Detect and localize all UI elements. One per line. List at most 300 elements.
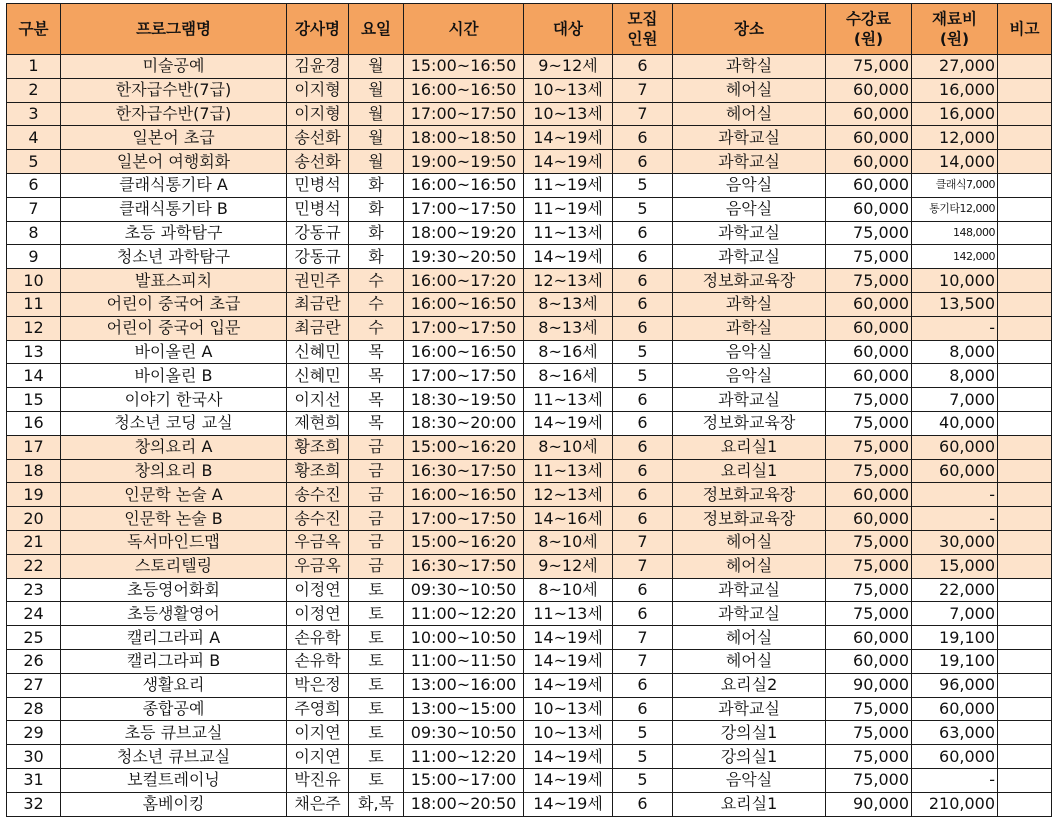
cell-note	[998, 245, 1052, 269]
cell-material: 8,000	[912, 340, 998, 364]
cell-capacity: 5	[613, 197, 673, 221]
cell-program: 클래식통기타 A	[61, 173, 287, 197]
cell-no: 9	[7, 245, 61, 269]
cell-fee: 75,000	[826, 435, 912, 459]
cell-material: -	[912, 483, 998, 507]
cell-instructor: 강동규	[287, 245, 349, 269]
cell-time: 17:00~17:50	[404, 316, 524, 340]
cell-fee: 60,000	[826, 364, 912, 388]
cell-program: 한자급수반(7급)	[61, 102, 287, 126]
cell-material: 클래식7,000	[912, 173, 998, 197]
cell-capacity: 6	[613, 792, 673, 816]
cell-material: 통기타12,000	[912, 197, 998, 221]
cell-place: 음악실	[673, 768, 826, 792]
table-row	[7, 292, 1052, 316]
cell-time: 16:00~16:50	[404, 292, 524, 316]
cell-target: 11~13세	[524, 602, 613, 626]
table-row	[7, 221, 1052, 245]
cell-instructor: 신혜민	[287, 364, 349, 388]
cell-no: 8	[7, 221, 61, 245]
table-row	[7, 578, 1052, 602]
cell-place: 정보화교육장	[673, 269, 826, 293]
cell-day: 목	[349, 411, 404, 435]
cell-target: 14~19세	[524, 626, 613, 650]
cell-fee: 60,000	[826, 126, 912, 150]
cell-program: 어린이 중국어 초급	[61, 292, 287, 316]
cell-time: 09:30~10:50	[404, 578, 524, 602]
cell-place: 헤어실	[673, 530, 826, 554]
cell-target: 8~13세	[524, 316, 613, 340]
cell-time: 13:00~15:00	[404, 697, 524, 721]
cell-place: 음악실	[673, 197, 826, 221]
table-row	[7, 745, 1052, 769]
cell-time: 16:00~16:50	[404, 78, 524, 102]
cell-place: 과학교실	[673, 602, 826, 626]
cell-instructor: 신혜민	[287, 340, 349, 364]
cell-time: 16:30~17:50	[404, 459, 524, 483]
header-instructor: 강사명	[287, 4, 349, 55]
cell-material: 13,500	[912, 292, 998, 316]
header-program: 프로그램명	[61, 4, 287, 55]
cell-fee: 75,000	[826, 269, 912, 293]
cell-place: 과학실	[673, 292, 826, 316]
cell-day: 수	[349, 269, 404, 293]
table-row	[7, 507, 1052, 531]
cell-material: 19,100	[912, 649, 998, 673]
cell-instructor: 권민주	[287, 269, 349, 293]
cell-place: 요리실1	[673, 435, 826, 459]
cell-material: 22,000	[912, 578, 998, 602]
cell-day: 토	[349, 745, 404, 769]
cell-target: 11~13세	[524, 221, 613, 245]
cell-no: 17	[7, 435, 61, 459]
cell-day: 월	[349, 55, 404, 79]
cell-no: 30	[7, 745, 61, 769]
cell-time: 18:30~19:50	[404, 388, 524, 412]
cell-instructor: 황조희	[287, 459, 349, 483]
cell-fee: 60,000	[826, 649, 912, 673]
cell-target: 9~12세	[524, 55, 613, 79]
cell-material: 8,000	[912, 364, 998, 388]
cell-place: 과학실	[673, 316, 826, 340]
cell-target: 9~12세	[524, 554, 613, 578]
cell-time: 18:00~19:20	[404, 221, 524, 245]
table-row	[7, 483, 1052, 507]
cell-target: 8~16세	[524, 364, 613, 388]
cell-no: 20	[7, 507, 61, 531]
cell-no: 14	[7, 364, 61, 388]
cell-note	[998, 768, 1052, 792]
table-row	[7, 435, 1052, 459]
table-row	[7, 245, 1052, 269]
cell-day: 토	[349, 673, 404, 697]
cell-no: 4	[7, 126, 61, 150]
cell-day: 금	[349, 554, 404, 578]
cell-day: 화,목	[349, 792, 404, 816]
cell-no: 10	[7, 269, 61, 293]
cell-time: 18:00~18:50	[404, 126, 524, 150]
cell-day: 금	[349, 435, 404, 459]
cell-place: 과학교실	[673, 245, 826, 269]
cell-program: 창의요리 B	[61, 459, 287, 483]
cell-fee: 75,000	[826, 459, 912, 483]
cell-fee: 75,000	[826, 221, 912, 245]
cell-place: 과학교실	[673, 578, 826, 602]
cell-material: 15,000	[912, 554, 998, 578]
cell-day: 토	[349, 578, 404, 602]
header-material	[912, 4, 998, 55]
cell-note	[998, 459, 1052, 483]
cell-day: 수	[349, 316, 404, 340]
cell-material: 27,000	[912, 55, 998, 79]
cell-capacity: 5	[613, 745, 673, 769]
cell-time: 17:00~17:50	[404, 507, 524, 531]
cell-note	[998, 150, 1052, 174]
cell-material: 148,000	[912, 221, 998, 245]
cell-instructor: 최금란	[287, 316, 349, 340]
cell-note	[998, 221, 1052, 245]
cell-no: 13	[7, 340, 61, 364]
cell-fee: 60,000	[826, 507, 912, 531]
cell-day: 금	[349, 483, 404, 507]
cell-instructor: 우금옥	[287, 554, 349, 578]
cell-capacity: 7	[613, 649, 673, 673]
cell-place: 과학실	[673, 55, 826, 79]
cell-material: 19,100	[912, 626, 998, 650]
cell-capacity: 5	[613, 364, 673, 388]
cell-instructor: 송수진	[287, 483, 349, 507]
header-capacity-line2: 인원	[627, 30, 658, 48]
cell-fee: 75,000	[826, 245, 912, 269]
cell-time: 16:00~16:50	[404, 483, 524, 507]
cell-note	[998, 55, 1052, 79]
cell-place: 음악실	[673, 340, 826, 364]
cell-time: 15:00~17:00	[404, 768, 524, 792]
cell-target: 14~16세	[524, 507, 613, 531]
header-fee	[826, 4, 912, 55]
cell-capacity: 6	[613, 459, 673, 483]
cell-day: 화	[349, 245, 404, 269]
cell-no: 15	[7, 388, 61, 412]
cell-note	[998, 126, 1052, 150]
cell-capacity: 6	[613, 221, 673, 245]
cell-time: 13:00~16:00	[404, 673, 524, 697]
cell-day: 토	[349, 602, 404, 626]
table-row	[7, 197, 1052, 221]
cell-place: 강의실1	[673, 745, 826, 769]
cell-fee: 75,000	[826, 530, 912, 554]
cell-place: 정보화교육장	[673, 411, 826, 435]
cell-place: 정보화교육장	[673, 483, 826, 507]
program-table-container	[6, 3, 1052, 817]
cell-no: 29	[7, 721, 61, 745]
cell-day: 토	[349, 768, 404, 792]
cell-note	[998, 483, 1052, 507]
table-row	[7, 530, 1052, 554]
header-material-line2: (원)	[939, 30, 970, 48]
cell-time: 17:00~17:50	[404, 364, 524, 388]
cell-no: 26	[7, 649, 61, 673]
cell-no: 28	[7, 697, 61, 721]
table-row	[7, 649, 1052, 673]
cell-program: 청소년 코딩 교실	[61, 411, 287, 435]
table-row	[7, 173, 1052, 197]
cell-capacity: 7	[613, 530, 673, 554]
cell-instructor: 이지형	[287, 102, 349, 126]
cell-fee: 75,000	[826, 721, 912, 745]
cell-day: 목	[349, 340, 404, 364]
cell-program: 종합공예	[61, 697, 287, 721]
cell-note	[998, 578, 1052, 602]
cell-material: 40,000	[912, 411, 998, 435]
table-row	[7, 126, 1052, 150]
cell-fee: 90,000	[826, 792, 912, 816]
cell-place: 요리실1	[673, 792, 826, 816]
cell-material: 60,000	[912, 459, 998, 483]
cell-no: 23	[7, 578, 61, 602]
cell-target: 8~10세	[524, 435, 613, 459]
cell-capacity: 6	[613, 126, 673, 150]
cell-capacity: 6	[613, 483, 673, 507]
cell-no: 11	[7, 292, 61, 316]
cell-note	[998, 649, 1052, 673]
cell-time: 19:30~20:50	[404, 245, 524, 269]
cell-day: 토	[349, 721, 404, 745]
cell-capacity: 6	[613, 578, 673, 602]
cell-fee: 75,000	[826, 697, 912, 721]
cell-program: 인문학 논술 B	[61, 507, 287, 531]
cell-day: 월	[349, 126, 404, 150]
header-no: 구분	[7, 4, 61, 55]
cell-fee: 75,000	[826, 578, 912, 602]
cell-note	[998, 745, 1052, 769]
cell-day: 월	[349, 102, 404, 126]
cell-place: 음악실	[673, 364, 826, 388]
cell-note	[998, 78, 1052, 102]
cell-no: 5	[7, 150, 61, 174]
cell-no: 2	[7, 78, 61, 102]
cell-note	[998, 435, 1052, 459]
cell-capacity: 6	[613, 269, 673, 293]
cell-note	[998, 411, 1052, 435]
cell-place: 과학교실	[673, 697, 826, 721]
cell-instructor: 박은정	[287, 673, 349, 697]
cell-instructor: 송선화	[287, 150, 349, 174]
cell-time: 18:00~20:50	[404, 792, 524, 816]
cell-no: 16	[7, 411, 61, 435]
cell-day: 목	[349, 364, 404, 388]
cell-target: 11~13세	[524, 388, 613, 412]
cell-no: 24	[7, 602, 61, 626]
cell-day: 수	[349, 292, 404, 316]
cell-target: 10~13세	[524, 721, 613, 745]
table-row	[7, 721, 1052, 745]
cell-time: 16:00~16:50	[404, 173, 524, 197]
cell-capacity: 6	[613, 673, 673, 697]
cell-program: 청소년 과학탐구	[61, 245, 287, 269]
cell-time: 17:00~17:50	[404, 197, 524, 221]
cell-instructor: 송수진	[287, 507, 349, 531]
cell-material: 60,000	[912, 435, 998, 459]
cell-fee: 75,000	[826, 554, 912, 578]
cell-fee: 60,000	[826, 340, 912, 364]
cell-target: 10~13세	[524, 78, 613, 102]
cell-material: 14,000	[912, 150, 998, 174]
cell-program: 캘리그라피 A	[61, 626, 287, 650]
cell-time: 16:00~17:20	[404, 269, 524, 293]
cell-target: 12~13세	[524, 269, 613, 293]
table-row	[7, 626, 1052, 650]
cell-program: 한자급수반(7급)	[61, 78, 287, 102]
cell-program: 이야기 한국사	[61, 388, 287, 412]
cell-instructor: 이정연	[287, 602, 349, 626]
cell-fee: 60,000	[826, 197, 912, 221]
cell-material: 16,000	[912, 78, 998, 102]
cell-program: 보컬트레이닝	[61, 768, 287, 792]
cell-no: 7	[7, 197, 61, 221]
cell-target: 11~19세	[524, 197, 613, 221]
cell-note	[998, 102, 1052, 126]
cell-capacity: 6	[613, 55, 673, 79]
cell-fee: 75,000	[826, 745, 912, 769]
header-place: 장소	[673, 4, 826, 55]
cell-time: 15:00~16:50	[404, 55, 524, 79]
cell-instructor: 최금란	[287, 292, 349, 316]
cell-program: 창의요리 A	[61, 435, 287, 459]
cell-instructor: 이지연	[287, 721, 349, 745]
cell-capacity: 5	[613, 768, 673, 792]
cell-material: 60,000	[912, 697, 998, 721]
cell-time: 09:30~10:50	[404, 721, 524, 745]
cell-day: 토	[349, 697, 404, 721]
cell-target: 14~19세	[524, 792, 613, 816]
cell-day: 월	[349, 150, 404, 174]
cell-program: 일본어 초급	[61, 126, 287, 150]
cell-fee: 60,000	[826, 102, 912, 126]
cell-fee: 60,000	[826, 78, 912, 102]
cell-place: 요리실2	[673, 673, 826, 697]
cell-capacity: 6	[613, 316, 673, 340]
cell-capacity: 5	[613, 721, 673, 745]
cell-place: 헤어실	[673, 102, 826, 126]
cell-instructor: 주영희	[287, 697, 349, 721]
cell-time: 11:00~11:50	[404, 649, 524, 673]
header-target: 대상	[524, 4, 613, 55]
cell-day: 토	[349, 626, 404, 650]
cell-program: 초등영어화회	[61, 578, 287, 602]
cell-instructor: 손유학	[287, 626, 349, 650]
cell-program: 바이올린 B	[61, 364, 287, 388]
cell-target: 14~19세	[524, 150, 613, 174]
cell-day: 화	[349, 173, 404, 197]
cell-day: 금	[349, 459, 404, 483]
header-row	[7, 4, 1052, 55]
cell-target: 8~13세	[524, 292, 613, 316]
cell-target: 14~19세	[524, 126, 613, 150]
cell-time: 15:00~16:20	[404, 435, 524, 459]
cell-fee: 60,000	[826, 292, 912, 316]
cell-program: 청소년 큐브교실	[61, 745, 287, 769]
cell-fee: 60,000	[826, 173, 912, 197]
cell-time: 11:00~12:20	[404, 602, 524, 626]
program-schedule-table	[6, 3, 1052, 817]
cell-place: 과학교실	[673, 150, 826, 174]
cell-instructor: 이지선	[287, 388, 349, 412]
cell-note	[998, 673, 1052, 697]
cell-place: 헤어실	[673, 554, 826, 578]
table-row	[7, 673, 1052, 697]
cell-fee: 60,000	[826, 150, 912, 174]
cell-instructor: 송선화	[287, 126, 349, 150]
table-row	[7, 55, 1052, 79]
cell-note	[998, 507, 1052, 531]
cell-instructor: 민병석	[287, 173, 349, 197]
cell-program: 독서마인드맵	[61, 530, 287, 554]
table-row	[7, 150, 1052, 174]
cell-instructor: 손유학	[287, 649, 349, 673]
cell-capacity: 6	[613, 411, 673, 435]
cell-target: 14~19세	[524, 745, 613, 769]
cell-instructor: 이정연	[287, 578, 349, 602]
cell-no: 22	[7, 554, 61, 578]
cell-no: 31	[7, 768, 61, 792]
cell-capacity: 6	[613, 435, 673, 459]
cell-place: 요리실1	[673, 459, 826, 483]
cell-place: 헤어실	[673, 649, 826, 673]
header-fee-line1: 수강료	[846, 10, 891, 28]
cell-time: 10:00~10:50	[404, 626, 524, 650]
cell-no: 27	[7, 673, 61, 697]
cell-program: 초등 과학탐구	[61, 221, 287, 245]
cell-no: 32	[7, 792, 61, 816]
cell-program: 인문학 논술 A	[61, 483, 287, 507]
cell-day: 화	[349, 197, 404, 221]
cell-note	[998, 197, 1052, 221]
cell-day: 목	[349, 388, 404, 412]
cell-note	[998, 792, 1052, 816]
cell-capacity: 5	[613, 173, 673, 197]
cell-program: 캘리그라피 B	[61, 649, 287, 673]
cell-instructor: 강동규	[287, 221, 349, 245]
cell-target: 14~19세	[524, 411, 613, 435]
cell-place: 과학교실	[673, 221, 826, 245]
cell-fee: 75,000	[826, 55, 912, 79]
cell-capacity: 6	[613, 292, 673, 316]
cell-program: 일본어 여행회화	[61, 150, 287, 174]
cell-day: 토	[349, 649, 404, 673]
cell-time: 19:00~19:50	[404, 150, 524, 174]
table-row	[7, 78, 1052, 102]
cell-no: 25	[7, 626, 61, 650]
cell-program: 발표스피치	[61, 269, 287, 293]
cell-time: 18:30~20:00	[404, 411, 524, 435]
table-row	[7, 792, 1052, 816]
table-row	[7, 269, 1052, 293]
cell-no: 12	[7, 316, 61, 340]
cell-target: 10~13세	[524, 102, 613, 126]
cell-target: 14~19세	[524, 649, 613, 673]
cell-note	[998, 388, 1052, 412]
cell-note	[998, 340, 1052, 364]
cell-capacity: 6	[613, 697, 673, 721]
cell-target: 14~19세	[524, 245, 613, 269]
cell-capacity: 7	[613, 626, 673, 650]
cell-day: 금	[349, 530, 404, 554]
cell-program: 홈베이킹	[61, 792, 287, 816]
header-capacity	[613, 4, 673, 55]
cell-place: 헤어실	[673, 626, 826, 650]
cell-material: 30,000	[912, 530, 998, 554]
